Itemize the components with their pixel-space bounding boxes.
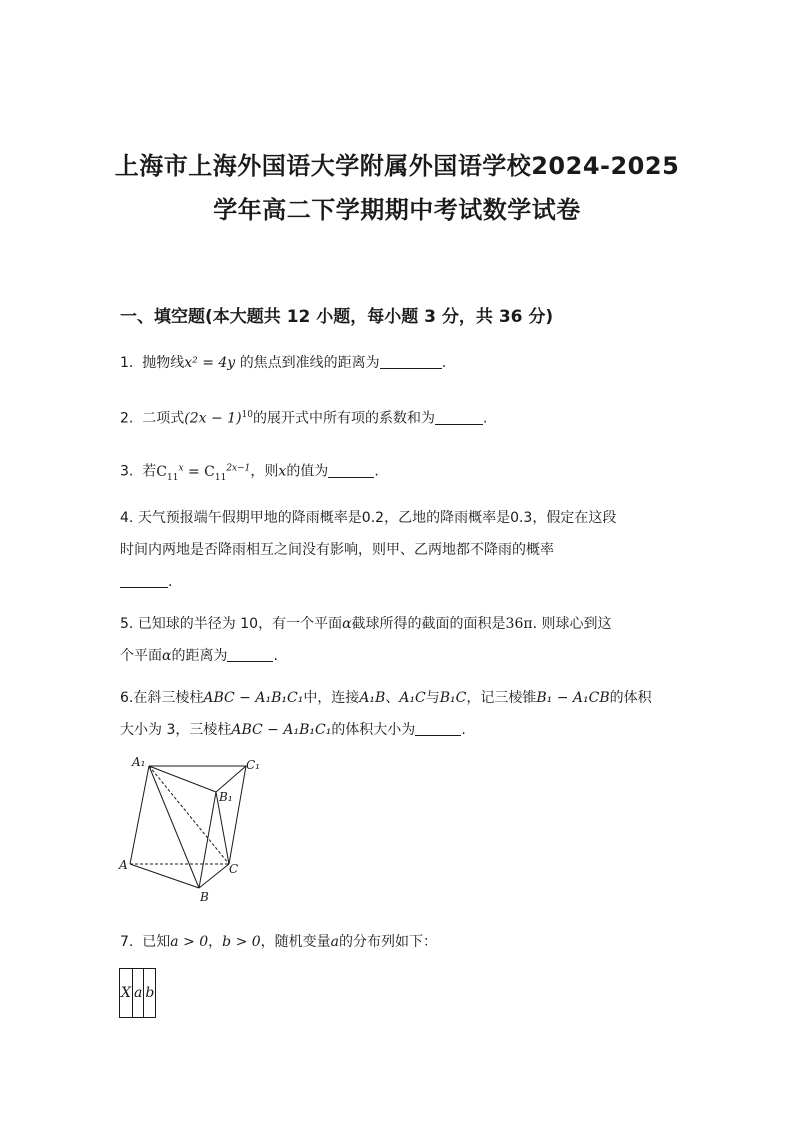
question-4: 4. 天气预报端午假期甲地的降雨概率是0.2，乙地的降雨概率是0.3，假定在这段 时间内两地是否降雨相互之间没有影响，则甲、乙两地都不降雨的概率 .: [120, 510, 617, 590]
table-cell: a: [132, 969, 143, 1018]
label-c1: C₁: [246, 758, 260, 772]
edge-ab: [130, 864, 199, 888]
question-2: 2. 二项式$(2x - 1)^{10}$的展开式中所有项的系数和为 .: [120, 410, 488, 427]
question-6: 6.在斜三棱柱ABC − A₁B₁C₁中，连接A₁B、A₁C与B₁C，记三棱锥B₁ − A₁CB的体积 大小为 3，三棱柱ABC − A₁B₁C₁的体积大小为 .: [120, 690, 652, 738]
question-1: 1. 抛物线x² = 4y 的焦点到准线的距离为 .: [120, 355, 447, 371]
edge-c1c: [229, 766, 246, 864]
answer-blank: [415, 721, 461, 736]
label-b: B: [200, 890, 209, 904]
edge-b1b: [199, 792, 216, 888]
prism-figure: [116, 752, 286, 912]
label-a: A: [119, 858, 128, 872]
math-combination: $C_{11}^x = C_{11}^{2x-1}$: [156, 463, 251, 483]
label-b1: B₁: [219, 790, 233, 804]
edge-a1a: [130, 766, 149, 864]
question-7: 7. 已知a > 0，b > 0，随机变量a的分布列如下：: [120, 934, 438, 950]
edge-bc: [199, 864, 229, 888]
answer-blank: [380, 354, 442, 369]
answer-blank: [120, 573, 168, 588]
question-3: 3. 若$C_{11}^x = C_{11}^{2x-1}$，则x的值为 .: [120, 463, 379, 483]
table-row: [120, 969, 156, 1018]
edge-b1c1: [216, 766, 246, 792]
label-c: C: [229, 862, 239, 876]
answer-blank: [435, 410, 483, 425]
exam-title-line-2: 学年高二下学期期中考试数学试卷: [213, 196, 581, 224]
table-cell: X: [120, 969, 133, 1018]
answer-blank: [328, 463, 374, 478]
answer-blank: [227, 647, 273, 662]
math-parabola: x² = 4y: [184, 355, 236, 371]
section-heading: 一、填空题(本大题共 12 小题，每小题 3 分，共 36 分): [120, 307, 554, 327]
edge-a1c-hidden: [149, 766, 229, 864]
exam-title-line-1: 上海市上海外国语大学附属外国语学校2024-2025: [114, 152, 680, 180]
question-5: 5. 已知球的半径为 10，有一个平面α截球所得的截面的面积是36π. 则球心到这 个平面α的距离为 .: [120, 616, 612, 664]
distribution-table: [119, 968, 156, 1018]
label-a1: A₁: [132, 755, 146, 769]
table-cell: b: [144, 969, 156, 1018]
edge-a1b: [149, 766, 199, 888]
math-binomial: (2x − 1): [184, 410, 242, 427]
